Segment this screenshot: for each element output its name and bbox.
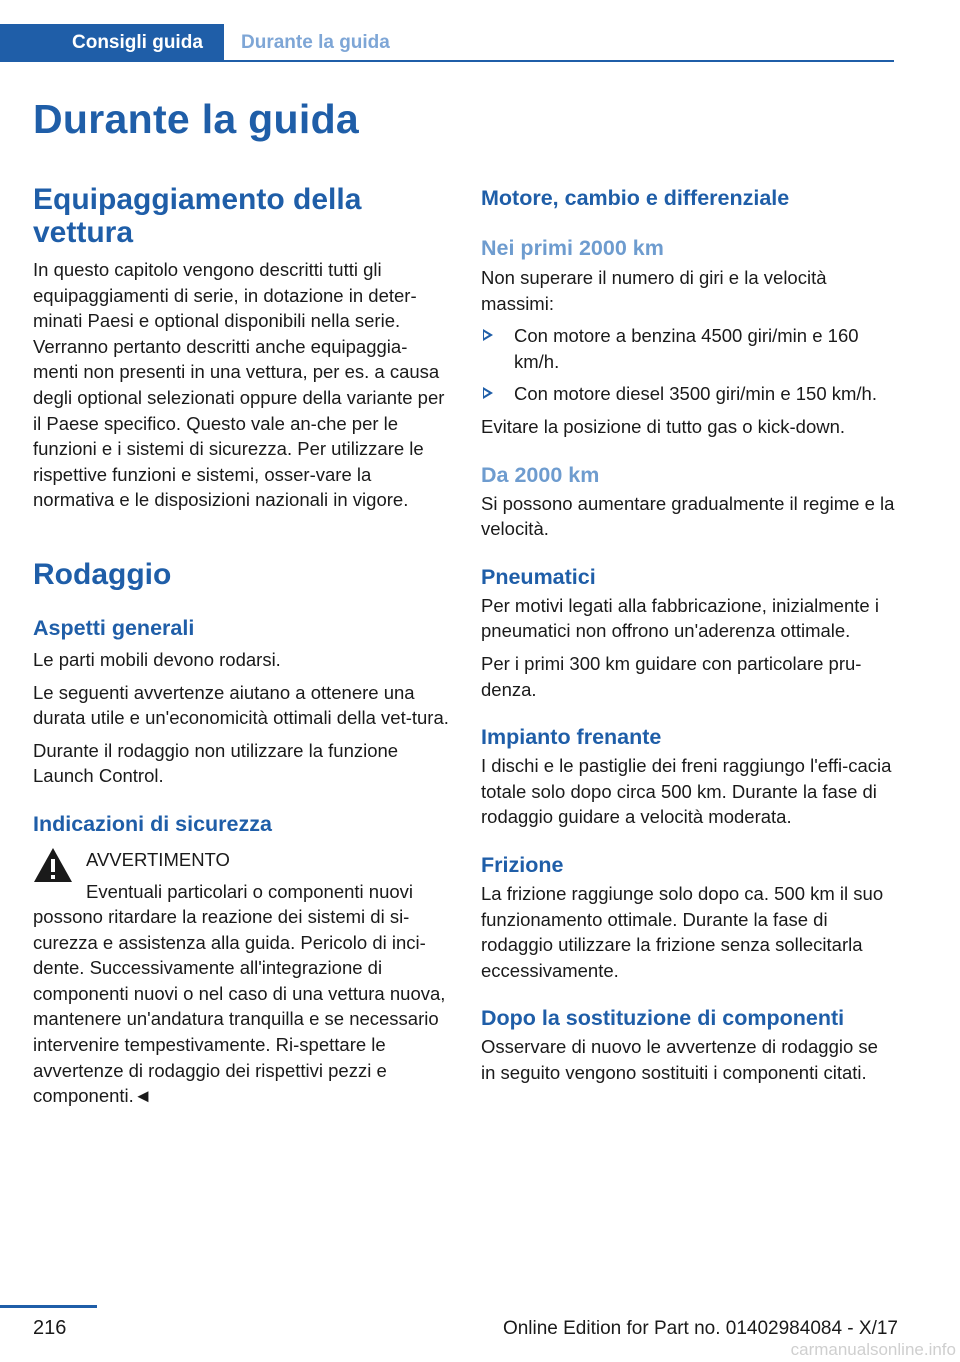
watermark: carmanualsonline.info	[790, 1340, 956, 1359]
page-title: Durante la guida	[33, 96, 360, 142]
equipment-heading: Equipaggiamento della vettura	[33, 183, 362, 249]
frizione-heading: Frizione	[481, 852, 564, 877]
primi-2000-after: Evitare la posizione di tutto gas o kick-down.	[481, 415, 846, 437]
primi-2000-heading: Nei primi 2000 km	[481, 236, 664, 260]
header-bar	[0, 24, 894, 62]
sostituzione-text: Osservare di nuovo le avvertenze di rodaggio se in seguito vengono sostituiti i componenti citati.	[481, 1036, 878, 1083]
triangle-bullet-icon	[483, 329, 493, 341]
aspetti-text-3: Durante il rodaggio non utilizzare la funzione Launch Control.	[33, 739, 399, 787]
triangle-bullet-icon	[483, 387, 493, 399]
aspetti-generali-heading: Aspetti generali	[33, 615, 195, 640]
right-column	[481, 183, 897, 1085]
page-number: 216	[33, 1317, 67, 1339]
frizione-text: La frizione raggiunge solo dopo ca. 500 km il suo funzionamento ottimale. Durante la fase di rodaggio utilizzare la frizione senza sollecitarla eccessivamente.	[481, 882, 884, 981]
sicurezza-heading: Indicazioni di sicurezza	[33, 811, 272, 836]
aspetti-text-2: Le seguenti avvertenze aiutano a ottenere una durata utile e un'economicità ottimali della vet-tura.	[33, 681, 449, 729]
equipment-text: In questo capitolo vengono descritti tutti gli equipaggiamenti di serie, in dotazione in deter-minati Paesi e optional disponibili nella serie. Verranno pertanto descritti anche equipaggia-menti non presenti in una vettura, per es. a causa degli optional selezionati oppure della variante per il Paese specifico. Questo vale an-che per le funzioni e i sistemi di sicurezza. Per utilizzare le rispettive funzioni e sistemi, osser-vare la normativa e le disposizioni nazionali in vigore.	[33, 259, 445, 511]
edition-note: Online Edition for Part no. 01402984084 - X/17	[502, 1318, 898, 1339]
motore-heading: Motore, cambio e differenziale	[481, 186, 790, 210]
warning-text: Eventuali particolari o componenti nuovi possono ritardare la reazione dei sistemi di si-curezza e assistenza alla guida. Pericolo di inci-dente. Successivamente all'integrazione di componenti nuovi o nel caso di una vettura nuova, mantenere un'andatura tranquilla e se necessario intervenire tempestivamente. Ri-spettare le avvertenze di rodaggio dei rispettivi pezzi e componenti.◄	[33, 880, 446, 1107]
rodaggio-heading: Rodaggio	[33, 557, 172, 591]
pneumatici-heading: Pneumatici	[481, 564, 596, 589]
warning-block	[33, 847, 449, 1109]
frenante-heading: Impianto frenante	[481, 725, 662, 750]
primi-2000-list	[481, 323, 897, 407]
list-item	[481, 323, 897, 374]
left-column	[33, 183, 449, 1109]
da-2000-text: Si possono aumentare gradualmente il regime e la velocità.	[481, 492, 895, 540]
footer-rule	[0, 1305, 97, 1308]
list-item-text: Con motore diesel 3500 giri/min e 150 km/h.	[514, 383, 877, 405]
pneumatici-text-2: Per i primi 300 km guidare con particolare pru-denza.	[481, 652, 862, 700]
sostituzione-heading: Dopo la sostituzione di componenti	[481, 1006, 845, 1031]
frenante-text: I dischi e le pastiglie dei freni raggiungo l'effi-cacia totale solo dopo circa 500 km. Durante la fase di rodaggio guidare a velocità moderata.	[481, 755, 892, 828]
da-2000-heading: Da 2000 km	[481, 462, 600, 487]
primi-2000-text: Non superare il numero di giri e la velocità massimi:	[481, 267, 827, 314]
tab-consigli-guida[interactable]: Consigli guida	[0, 24, 224, 62]
tab-durante-la-guida[interactable]: Durante la guida	[241, 32, 390, 53]
aspetti-text-1: Le parti mobili devono rodarsi.	[33, 648, 281, 670]
warning-triangle-icon	[33, 847, 73, 883]
pneumatici-text-1: Per motivi legati alla fabbricazione, inizialmente i pneumatici non offrono un'aderenza ottimale.	[481, 594, 879, 642]
list-item	[481, 381, 897, 407]
list-item-text: Con motore a benzina 4500 giri/min e 160 km/h.	[514, 325, 859, 372]
warning-label: AVVERTIMENTO	[86, 848, 230, 870]
